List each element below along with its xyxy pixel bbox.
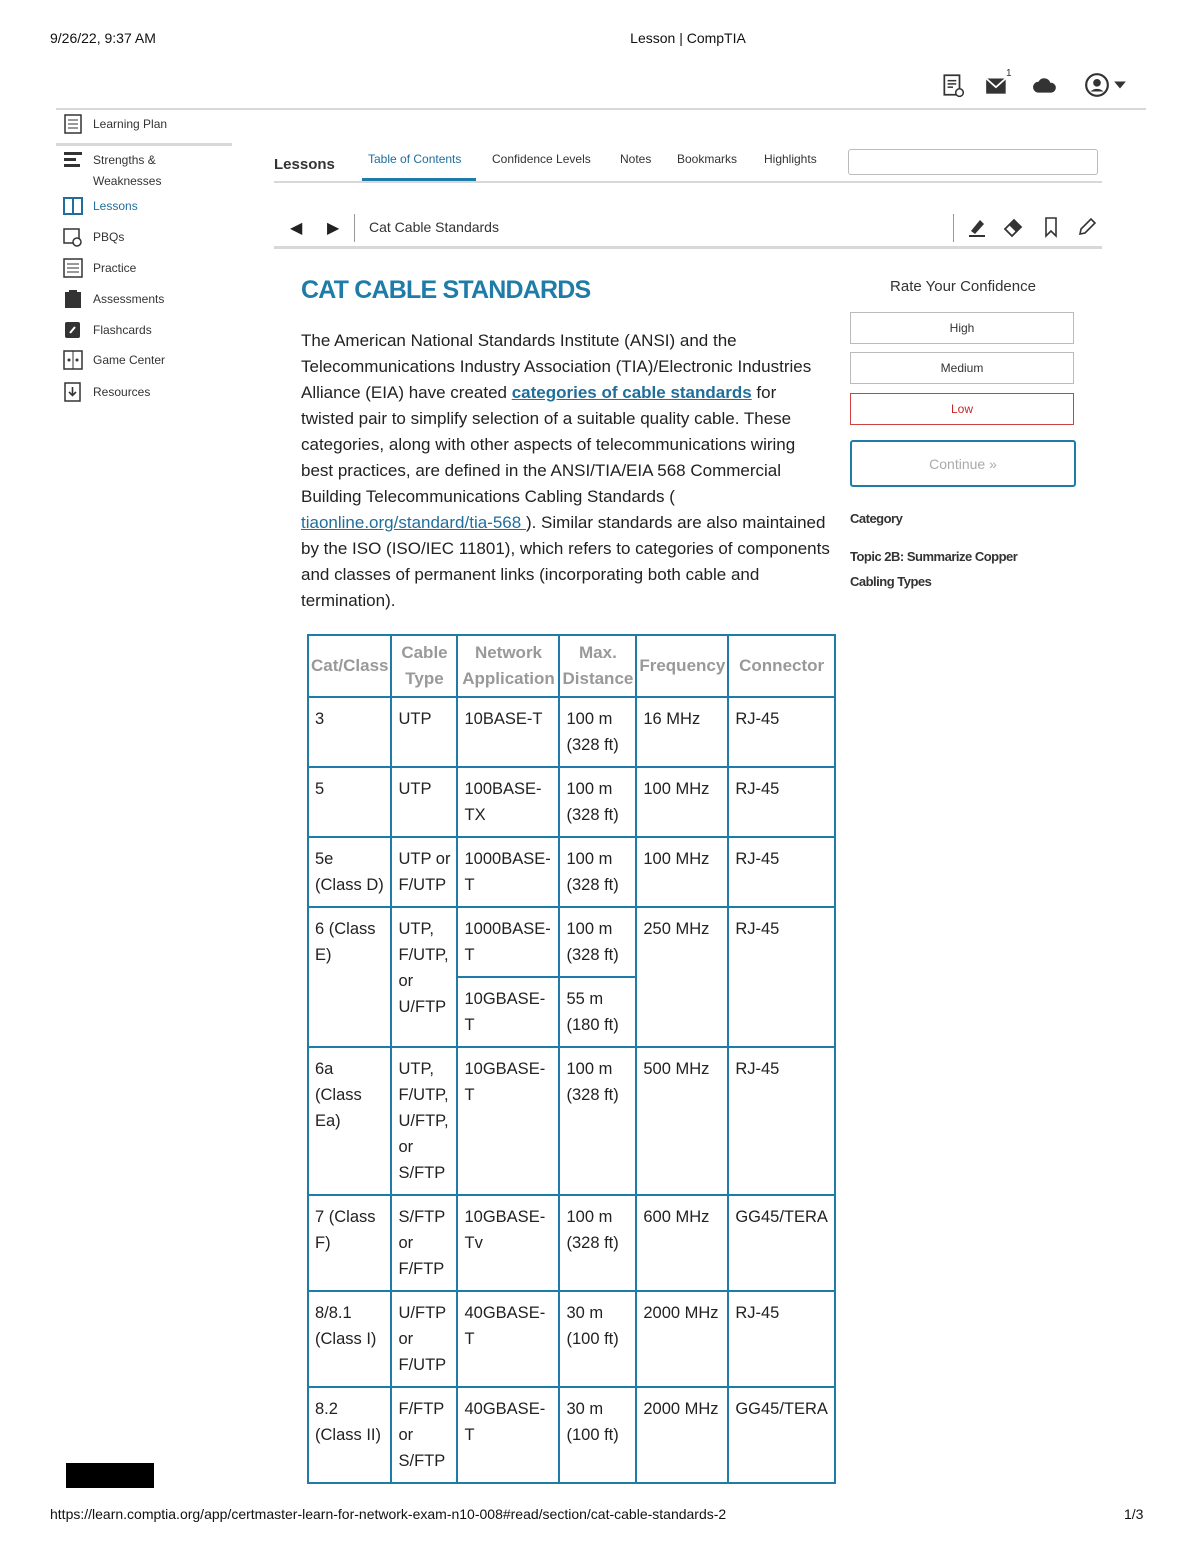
eraser-icon[interactable] bbox=[1000, 214, 1026, 240]
cell-cable: UTP, F/UTP, or U/FTP bbox=[391, 907, 457, 1047]
user-menu-icon[interactable] bbox=[1080, 70, 1130, 100]
bookmark-icon[interactable] bbox=[1038, 214, 1064, 240]
table-row bbox=[308, 1195, 835, 1291]
sidebar-item-resources[interactable] bbox=[63, 382, 150, 403]
sidebar-item-label: Flashcards bbox=[93, 323, 152, 337]
sidebar-item-assessments[interactable] bbox=[63, 289, 164, 310]
cell-conn: GG45/TERA bbox=[728, 1387, 835, 1483]
tools-divider bbox=[953, 214, 954, 242]
continue-button[interactable]: Continue » bbox=[850, 440, 1076, 487]
prev-button[interactable]: ◀ bbox=[290, 220, 303, 237]
header-frequency: Frequency bbox=[636, 635, 728, 697]
cell-conn: RJ-45 bbox=[728, 907, 835, 1047]
next-button[interactable]: ▶ bbox=[327, 220, 340, 237]
sidebar-divider bbox=[56, 143, 232, 146]
sidebar-item-label: Lessons bbox=[93, 199, 138, 213]
table-row bbox=[308, 767, 835, 837]
current-lesson-title: Cat Cable Standards bbox=[369, 219, 499, 235]
header-connector: Connector bbox=[728, 635, 835, 697]
confidence-title: Rate Your Confidence bbox=[890, 278, 1036, 295]
cell-cat: 3 bbox=[308, 697, 391, 767]
cell-freq: 16 MHz bbox=[636, 697, 728, 767]
pencil-icon[interactable] bbox=[1074, 214, 1100, 240]
bars-icon bbox=[63, 150, 83, 170]
table-row bbox=[308, 907, 835, 977]
cell-freq: 2000 MHz bbox=[636, 1291, 728, 1387]
print-title: Lesson | CompTIA bbox=[630, 30, 746, 46]
sidebar-item-lessons[interactable] bbox=[63, 196, 138, 217]
cell-app: 10BASE-T bbox=[457, 697, 559, 767]
cell-app: 100BASE-TX bbox=[457, 767, 559, 837]
cell-dist: 100 m (328 ft) bbox=[559, 907, 636, 977]
table-header-row bbox=[308, 635, 835, 697]
confidence-high-button[interactable]: High bbox=[850, 312, 1074, 344]
cell-conn: GG45/TERA bbox=[728, 1195, 835, 1291]
list-icon bbox=[63, 114, 83, 134]
confidence-medium-button[interactable]: Medium bbox=[850, 352, 1074, 384]
table-row bbox=[308, 1047, 835, 1195]
cell-cat: 6 (Class E) bbox=[308, 907, 391, 1047]
sidebar-item-label: Practice bbox=[93, 261, 137, 275]
cell-app: 10GBASE-Tv bbox=[457, 1195, 559, 1291]
tiaonline-link[interactable]: tiaonline.org/standard/tia-568 bbox=[301, 513, 526, 532]
table-row bbox=[308, 1387, 835, 1483]
search-input[interactable] bbox=[848, 149, 1098, 175]
sidebar-item-flashcards[interactable] bbox=[63, 320, 152, 341]
cell-freq: 100 MHz bbox=[636, 837, 728, 907]
cell-dist: 100 m (328 ft) bbox=[559, 767, 636, 837]
sidebar-item-label: Learning Plan bbox=[93, 117, 168, 131]
mail-icon[interactable] bbox=[982, 70, 1012, 100]
book-icon bbox=[63, 196, 83, 216]
cell-app: 10GBASE-T bbox=[457, 1047, 559, 1195]
category-label: Category bbox=[850, 511, 903, 526]
sidebar-item-learning-plan[interactable] bbox=[63, 114, 167, 135]
chevron-down-icon bbox=[1113, 78, 1127, 92]
sidebar-item-pbqs[interactable] bbox=[63, 227, 124, 248]
cell-cable: UTP or F/UTP bbox=[391, 837, 457, 907]
header-max-distance: Max. Distance bbox=[559, 635, 636, 697]
sidebar-item-label: Game Center bbox=[93, 353, 166, 367]
top-divider bbox=[56, 108, 1146, 110]
print-page-number: 1/3 bbox=[1124, 1506, 1144, 1522]
print-url: https://learn.comptia.org/app/certmaster-learn-for-network-exam-n10-008#read/section/cat-cable-standards-2 bbox=[50, 1506, 727, 1522]
intro-text-3: ). Similar standards are also maintained by the ISO (ISO/IEC 11801), which refers to categories of components and classes of permanent links (incorporating both cable and termination). bbox=[301, 513, 830, 610]
sidebar-item-game-center[interactable] bbox=[63, 350, 165, 371]
mail-badge: 1 bbox=[1006, 68, 1012, 79]
sidebar-item-practice[interactable] bbox=[63, 258, 136, 279]
cell-freq: 600 MHz bbox=[636, 1195, 728, 1291]
game-icon bbox=[63, 350, 83, 370]
cell-app: 40GBASE-T bbox=[457, 1291, 559, 1387]
cable-standards-link[interactable]: categories of cable standards bbox=[511, 383, 752, 402]
pbq-icon bbox=[63, 227, 83, 247]
sidebar-item-label: Assessments bbox=[93, 292, 165, 306]
cell-cat: 8/8.1 (Class I) bbox=[308, 1291, 391, 1387]
cell-cat: 5e (Class D) bbox=[308, 837, 391, 907]
intro-paragraph bbox=[301, 328, 831, 614]
highlight-icon[interactable] bbox=[964, 214, 990, 240]
cell-freq: 500 MHz bbox=[636, 1047, 728, 1195]
redaction-box bbox=[66, 1463, 154, 1488]
cell-dist: 100 m (328 ft) bbox=[559, 1047, 636, 1195]
tab-highlights[interactable]: Highlights bbox=[764, 152, 817, 166]
header-cat-class: Cat/Class bbox=[308, 635, 391, 697]
cell-app: 40GBASE-T bbox=[457, 1387, 559, 1483]
cell-dist: 100 m (328 ft) bbox=[559, 1195, 636, 1291]
cell-conn: RJ-45 bbox=[728, 837, 835, 907]
cell-cable: S/FTP or F/FTP bbox=[391, 1195, 457, 1291]
intro-text-2: for twisted pair to simplify selection of a suitable quality cable. These categories, along with other aspects of telecommunications wiring best practices, are defined in the ANSI/TIA/EIA 568 Commercial Building Telecommunications Cabling Standards ( bbox=[301, 383, 796, 506]
cell-cable: F/FTP or S/FTP bbox=[391, 1387, 457, 1483]
cell-app: 1000BASE-T bbox=[457, 837, 559, 907]
tab-bookmarks[interactable]: Bookmarks bbox=[677, 152, 738, 166]
cell-conn: RJ-45 bbox=[728, 1047, 835, 1195]
header-network-application: Network Application bbox=[457, 635, 559, 697]
cell-freq: 250 MHz bbox=[636, 907, 728, 1047]
report-icon[interactable] bbox=[938, 70, 968, 100]
category-topic-link[interactable]: Topic 2B: Summarize Copper Cabling Types bbox=[850, 549, 1018, 589]
cell-conn: RJ-45 bbox=[728, 697, 835, 767]
lessons-heading: Lessons bbox=[274, 156, 335, 173]
tabs-divider bbox=[274, 181, 1102, 183]
cell-dist: 30 m (100 ft) bbox=[559, 1291, 636, 1387]
tab-notes[interactable]: Notes bbox=[620, 152, 652, 166]
cell-app: 10GBASE-T bbox=[457, 977, 559, 1047]
cell-conn: RJ-45 bbox=[728, 1291, 835, 1387]
tab-confidence-levels[interactable]: Confidence Levels bbox=[492, 152, 591, 166]
table-row bbox=[308, 1291, 835, 1387]
cloud-icon[interactable] bbox=[1030, 70, 1060, 100]
sidebar-item-strengths[interactable] bbox=[63, 150, 161, 192]
cell-dist: 100 m (328 ft) bbox=[559, 837, 636, 907]
cell-cat: 6a (Class Ea) bbox=[308, 1047, 391, 1195]
nav-bottom-divider bbox=[274, 246, 1102, 249]
cell-cat: 8.2 (Class II) bbox=[308, 1387, 391, 1483]
cell-conn: RJ-45 bbox=[728, 767, 835, 837]
cell-cat: 7 (Class F) bbox=[308, 1195, 391, 1291]
download-icon bbox=[63, 382, 83, 402]
cell-freq: 2000 MHz bbox=[636, 1387, 728, 1483]
cell-cable: UTP bbox=[391, 697, 457, 767]
nav-divider bbox=[354, 214, 355, 242]
cell-freq: 100 MHz bbox=[636, 767, 728, 837]
tab-table-of-contents[interactable]: Table of Contents bbox=[368, 152, 462, 166]
cell-cable: U/FTP or F/UTP bbox=[391, 1291, 457, 1387]
sidebar-item-label: PBQs bbox=[93, 230, 125, 244]
cat-standards-table bbox=[307, 634, 836, 1484]
page-title: CAT CABLE STANDARDS bbox=[301, 276, 591, 304]
cell-dist: 100 m (328 ft) bbox=[559, 697, 636, 767]
cell-dist: 30 m (100 ft) bbox=[559, 1387, 636, 1483]
sidebar-item-label: Resources bbox=[93, 385, 151, 399]
cell-dist: 55 m (180 ft) bbox=[559, 977, 636, 1047]
cell-cable: UTP, F/UTP, U/FTP, or S/FTP bbox=[391, 1047, 457, 1195]
cell-app: 1000BASE-T bbox=[457, 907, 559, 977]
clipboard-icon bbox=[63, 289, 83, 309]
flashcard-icon bbox=[63, 320, 83, 340]
cell-cable: UTP bbox=[391, 767, 457, 837]
table-row bbox=[308, 697, 835, 767]
cell-cat: 5 bbox=[308, 767, 391, 837]
confidence-low-button[interactable]: Low bbox=[850, 393, 1074, 425]
print-datetime: 9/26/22, 9:37 AM bbox=[50, 30, 156, 46]
table-row bbox=[308, 837, 835, 907]
sidebar-item-label: Strengths & Weaknesses bbox=[93, 153, 162, 188]
intro-text-1: The American National Standards Institute (ANSI) and the Telecommunications Industry Association (TIA)/Electronic Industries Alliance (EIA) have created bbox=[301, 331, 812, 402]
header-cable-type: Cable Type bbox=[391, 635, 457, 697]
checklist-icon bbox=[63, 258, 83, 278]
